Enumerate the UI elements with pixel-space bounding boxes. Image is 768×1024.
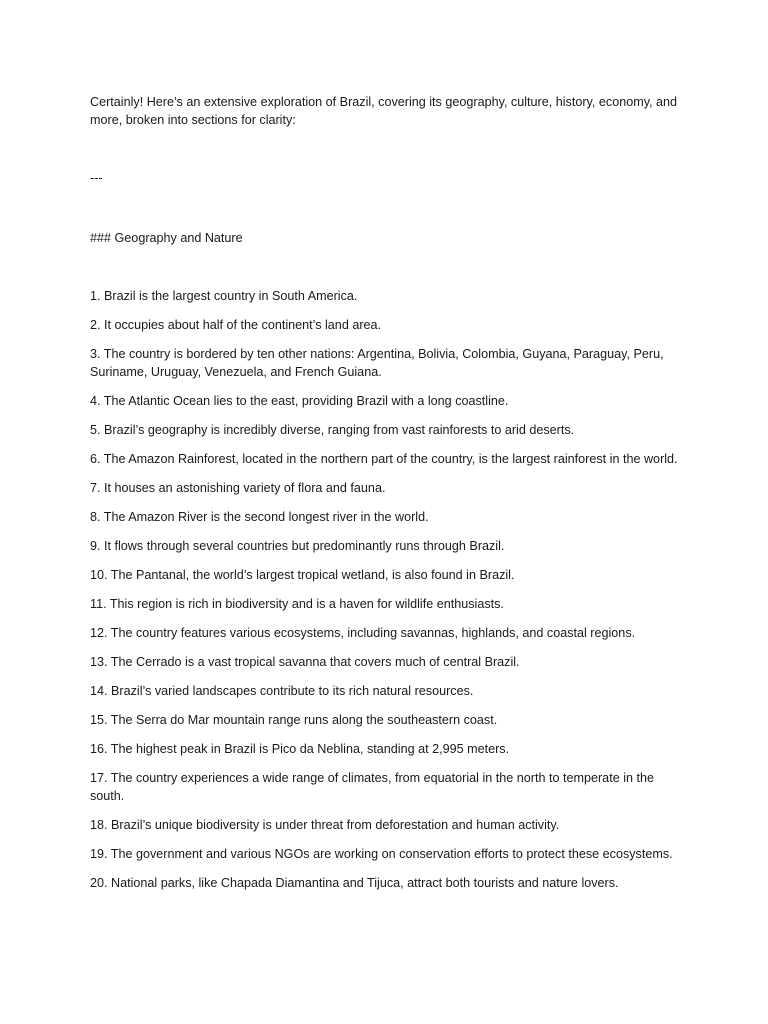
intro-paragraph: Certainly! Here’s an extensive exploration of Brazil, covering its geography, culture, history, economy, and more, broken into sections for clarity: (90, 95, 678, 127)
list-item: 2. It occupies about half of the continent’s land area. (90, 318, 382, 332)
list-item: 7. It houses an astonishing variety of flora and fauna. (90, 481, 386, 495)
list-item: 16. The highest peak in Brazil is Pico da Neblina, standing at 2,995 meters. (90, 742, 510, 756)
list-item: 19. The government and various NGOs are working on conservation efforts to protect these ecosystems. (90, 847, 673, 861)
list-item: 11. This region is rich in biodiversity and is a haven for wildlife enthusiasts. (90, 597, 504, 611)
list-item: 5. Brazil’s geography is incredibly diverse, ranging from vast rainforests to arid deserts. (90, 423, 575, 437)
section-divider: --- (90, 171, 103, 185)
list-item: 13. The Cerrado is a vast tropical savanna that covers much of central Brazil. (90, 655, 520, 669)
list-item: 20. National parks, like Chapada Diamantina and Tijuca, attract both tourists and nature lovers. (90, 876, 619, 890)
list-item: 12. The country features various ecosystems, including savannas, highlands, and coastal regions. (90, 626, 636, 640)
fact-list (90, 287, 690, 903)
list-item: 17. The country experiences a wide range of climates, from equatorial in the north to temperate in the south. (90, 771, 655, 803)
list-item: 8. The Amazon River is the second longest river in the world. (90, 510, 429, 524)
list-item: 6. The Amazon Rainforest, located in the northern part of the country, is the largest rainforest in the world. (90, 452, 678, 466)
list-item: 3. The country is bordered by ten other nations: Argentina, Bolivia, Colombia, Guyana, Paraguay, Peru, Suriname, Uruguay, Venezuela, and French Guiana. (90, 347, 664, 379)
list-item: 14. Brazil’s varied landscapes contribute to its rich natural resources. (90, 684, 474, 698)
list-item: 4. The Atlantic Ocean lies to the east, providing Brazil with a long coastline. (90, 394, 509, 408)
list-item: 1. Brazil is the largest country in South America. (90, 289, 358, 303)
list-item: 15. The Serra do Mar mountain range runs along the southeastern coast. (90, 713, 498, 727)
section-heading: ### Geography and Nature (90, 231, 243, 245)
list-item: 18. Brazil’s unique biodiversity is under threat from deforestation and human activity. (90, 818, 560, 832)
list-item: 9. It flows through several countries but predominantly runs through Brazil. (90, 539, 505, 553)
list-item: 10. The Pantanal, the world’s largest tropical wetland, is also found in Brazil. (90, 568, 515, 582)
